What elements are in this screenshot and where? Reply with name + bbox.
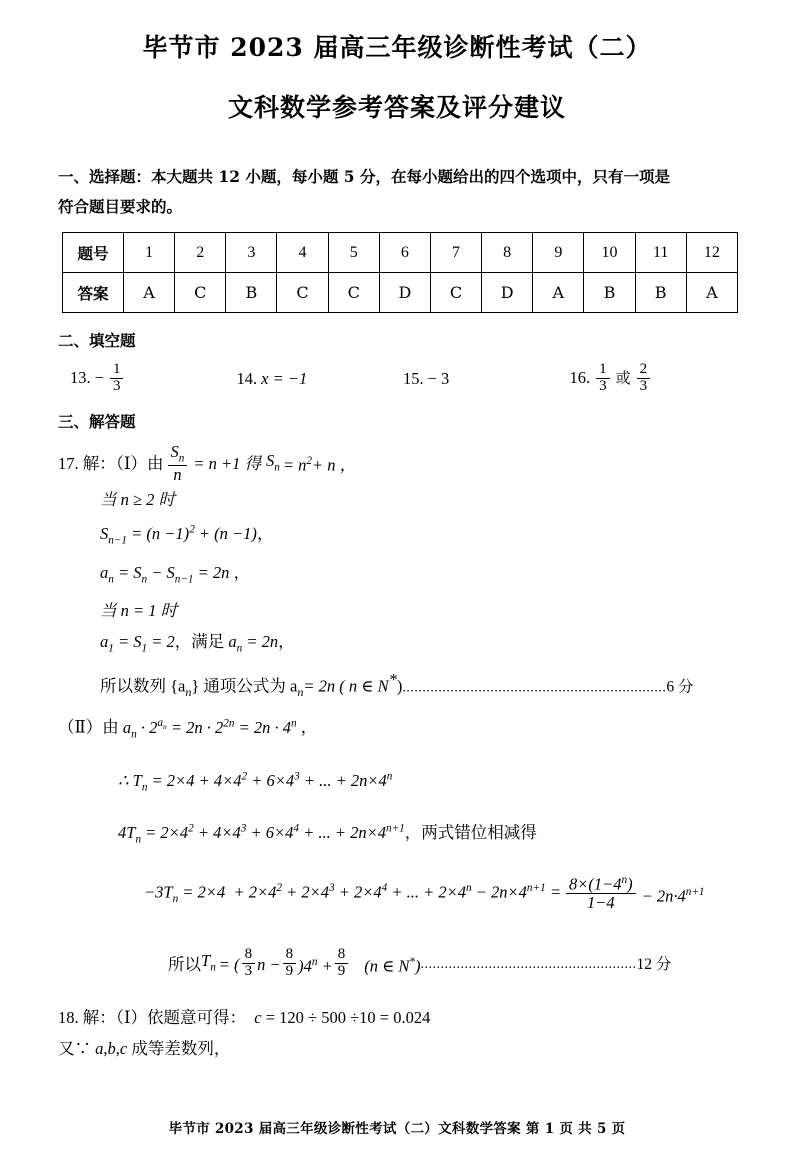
q17-line-8 xyxy=(58,708,736,750)
cell-ans-10: B xyxy=(584,273,635,313)
q17-frac-numerator xyxy=(168,443,188,466)
q17-line12-f2-den: 9 xyxy=(285,962,294,979)
q17-line1-c-text: = n xyxy=(282,455,307,475)
q17-line12-c: n − xyxy=(257,954,281,974)
q17-line11-frac-num: $8\times(1-4^n)$ xyxy=(566,875,636,894)
q17-line7-dots: .................................................................. xyxy=(402,680,667,696)
q17-line12-f3-num: 8 xyxy=(335,947,349,964)
q17-line7-b: } 通项公式为 a xyxy=(191,676,298,696)
blank-13-minus: − xyxy=(94,367,104,387)
cell-num-7: 7 xyxy=(430,233,481,273)
q17-line12-d: )$4^n$ + xyxy=(298,956,333,976)
q17-line1-sn xyxy=(266,445,280,483)
cell-num-6: 6 xyxy=(379,233,430,273)
section1-line2: 符合题目要求的。 xyxy=(58,197,183,216)
q17-line-9 xyxy=(58,762,736,804)
q17-line1-sub: n xyxy=(274,460,280,473)
q17-line-7 xyxy=(58,664,736,708)
q18-line2-text: 又∵ a,b,c 成等差数列， xyxy=(58,1038,231,1058)
section2-label: 二、填空题 xyxy=(58,331,136,350)
q17-line-10 xyxy=(58,814,736,856)
blank-16-fraction-1 xyxy=(596,362,610,395)
blank-16-no: 16. xyxy=(569,367,591,387)
answer-table xyxy=(62,232,738,313)
cell-ans-1: A xyxy=(124,273,175,313)
q17-line8-text: （Ⅱ）由 $a_n \cdot 2^{a_n} = 2n \cdot 2^{2n} = 2n \cdot 4^n$ ， xyxy=(58,717,318,740)
q17-head: 17. 解：（Ⅰ）由 xyxy=(58,454,164,474)
q17-line12-tn: $T_n$ xyxy=(201,951,216,974)
q17-line7-star: * xyxy=(388,670,397,690)
q17-line6-expr: $a_1 = S_1 = 2$，满足 $a_n = 2n$， xyxy=(100,631,295,655)
blank-16-f2-denominator: 3 xyxy=(639,377,648,394)
q17-line-6 xyxy=(58,626,736,664)
q17-line9-expr: ∴ $T_n = 2\times 4 + 4\times 4^2 + 6\times 4^3$ + ... + $2n\times 4^n$ xyxy=(118,770,393,794)
section1-text: 本大题共 12 小题，每小题 5 分，在每小题给出的四个选项中，只有一项是 xyxy=(151,167,670,186)
table-row-numbers xyxy=(63,233,738,273)
q17-line12-dots: ...................................................... xyxy=(420,956,637,972)
section-choice xyxy=(58,162,736,313)
cell-num-4: 4 xyxy=(277,233,328,273)
blank-16-fraction-2 xyxy=(637,362,651,395)
q17-line12-fraction-3 xyxy=(335,947,349,980)
blank-item-16 xyxy=(570,363,737,396)
q17-line11-frac-den: 1−4 xyxy=(586,893,615,913)
blank-item-14 xyxy=(237,369,404,389)
q17-line12-f1-den: 3 xyxy=(244,962,253,979)
q17-line7-sub1: n xyxy=(185,685,192,700)
q17-line1-a: = n +1 得 xyxy=(193,454,262,474)
blank-answers-row xyxy=(58,363,736,396)
q17-line7-a: 所以数列 {a xyxy=(100,676,186,696)
table-header-answer: 答案 xyxy=(63,273,124,313)
section-fill-blank xyxy=(58,329,736,396)
q17-frac-denominator: n xyxy=(173,464,182,484)
question-17 xyxy=(58,441,736,984)
q17-line12-f3-den: 9 xyxy=(337,962,346,979)
section1-line1 xyxy=(58,162,736,192)
cell-ans-4: C xyxy=(277,273,328,313)
cell-num-1: 1 xyxy=(124,233,175,273)
section-solutions xyxy=(58,410,736,1064)
table-header-number: 题号 xyxy=(63,233,124,273)
cell-ans-5: C xyxy=(328,273,379,313)
section1-label: 一、选择题： xyxy=(58,167,152,186)
q17-line11-expr: $-3T_n = 2\times 4 + 2\times 4^2 + 2\times 4^3 + 2\times 4^4$ + ... + $2\times 4^n - 2n\times 4^{n+1}$ = xyxy=(144,882,561,906)
q17-line1-s: S xyxy=(266,450,275,470)
q17-fraction-sn-n xyxy=(168,443,188,483)
q17-line12-b: = ( xyxy=(218,954,240,974)
q17-line12-cond: (n ∈ N*) xyxy=(364,956,421,976)
cell-num-12: 12 xyxy=(686,233,737,273)
table-row-answers xyxy=(63,273,738,313)
q17-line10-expr: $4T_n = 2\times 4^2 + 4\times 4^3 + 6\times 4^4$ + ... + $2n\times 4^{n+1}$，两式错位相减得 xyxy=(118,822,537,846)
q17-line12-fraction-1 xyxy=(242,947,256,980)
q17-line7-c: = 2n ( n ∈ N xyxy=(303,676,389,696)
q17-line-2: 当 n ≥ 2 时 xyxy=(100,489,176,509)
q17-line12-fraction-2 xyxy=(283,947,297,980)
cell-num-8: 8 xyxy=(482,233,533,273)
q18-line-2 xyxy=(58,1033,736,1064)
q17-line-1 xyxy=(58,441,736,484)
page-title-line1: 毕节市 2023 届高三年级诊断性考试（二） xyxy=(142,33,652,62)
cell-ans-8: D xyxy=(482,273,533,313)
blank-14-no: 14. xyxy=(236,369,258,389)
blank-13-denominator: 3 xyxy=(112,377,121,394)
blank-16-f1-numerator: 1 xyxy=(596,362,610,379)
q17-line7-score: 6 分 xyxy=(666,678,694,696)
blank-13-no: 13. xyxy=(70,367,91,387)
q17-line12-score: 12 分 xyxy=(636,955,672,973)
cell-ans-6: D xyxy=(379,273,430,313)
blank-16-f1-denominator: 3 xyxy=(599,377,607,394)
q17-line12-f1-num: 8 xyxy=(242,947,256,964)
q17-line11-fraction xyxy=(566,875,636,911)
cell-num-9: 9 xyxy=(533,233,584,273)
cell-num-11: 11 xyxy=(635,233,686,273)
answer-sheet-page xyxy=(0,28,794,1151)
cell-num-5: 5 xyxy=(328,233,379,273)
q17-line3-expr: $S_{n-1} = (n -1)^2 + (n -1)$， xyxy=(100,523,274,547)
q17-line12-a: 所以 xyxy=(168,954,201,974)
q17-line-5: 当 n = 1 时 xyxy=(100,600,178,620)
page-title-line2: 文科数学参考答案及评分建议 xyxy=(227,93,566,122)
blank-13-numerator: 1 xyxy=(110,362,124,379)
blank-16-f2-numerator: 2 xyxy=(637,362,651,379)
q17-line1-c xyxy=(283,446,356,481)
cell-num-10: 10 xyxy=(584,233,635,273)
q17-line11-tail: − $2n\cdot 4^{n+1}$ xyxy=(641,886,705,906)
page-footer: 毕节市 2023 届高三年级诊断性考试（二）文科数学答案 第 1 页 共 5 页 xyxy=(168,1121,626,1137)
q17-line-4 xyxy=(58,557,736,595)
q17-frac-num-sub: n xyxy=(178,451,185,464)
cell-ans-11: B xyxy=(635,273,686,313)
q17-line1-d: + n ， xyxy=(312,455,357,475)
q17-line7-sub2: n xyxy=(297,685,304,700)
q18-line-1 xyxy=(58,1002,736,1033)
blank-item-13 xyxy=(58,363,237,396)
q17-line-3 xyxy=(58,515,736,557)
q17-line1-sup: 2 xyxy=(306,455,313,468)
q17-line-11 xyxy=(58,873,736,915)
q17-line-12 xyxy=(58,945,736,983)
cell-ans-12: A xyxy=(686,273,737,313)
q17-line7-d: ) xyxy=(396,676,403,696)
section3-label: 三、解答题 xyxy=(58,411,136,431)
blank-15-value: − 3 xyxy=(427,369,450,389)
cell-ans-2: C xyxy=(175,273,226,313)
cell-num-2: 2 xyxy=(175,233,226,273)
blank-16-joiner: 或 xyxy=(615,370,631,387)
question-18 xyxy=(58,1002,736,1064)
cell-num-3: 3 xyxy=(226,233,277,273)
q17-frac-num-s: S xyxy=(170,441,179,461)
blank-item-15 xyxy=(403,369,570,389)
cell-ans-9: A xyxy=(533,273,584,313)
q17-line12-f2-num: 8 xyxy=(283,947,297,964)
cell-ans-3: B xyxy=(226,273,277,313)
cell-ans-7: C xyxy=(430,273,481,313)
q17-line4-expr: $a_n = S_n - S_{n-1} = 2n$ ， xyxy=(100,562,251,585)
blank-13-fraction xyxy=(110,362,124,395)
q18-line1-head: 18. 解：（Ⅰ）依题意可得： c = 120 ÷ 500 ÷10 = 0.024 xyxy=(58,1007,431,1027)
blank-15-no: 15. xyxy=(403,369,424,389)
blank-14-value: x = −1 xyxy=(261,369,308,389)
